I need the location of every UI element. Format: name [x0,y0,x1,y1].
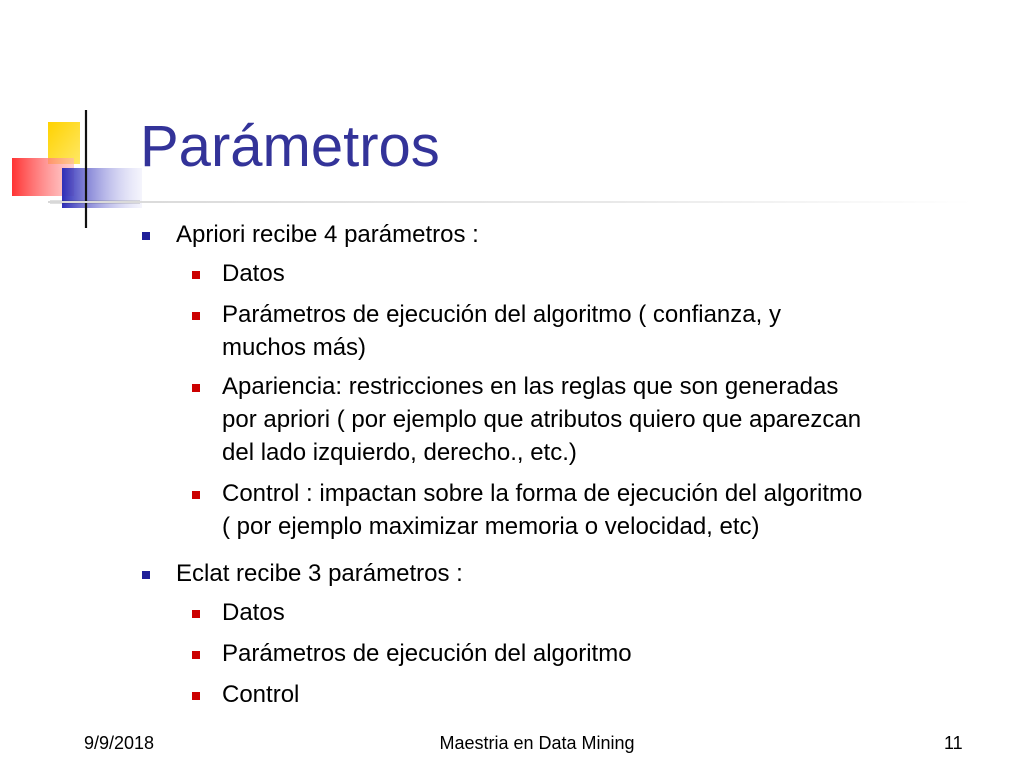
list-item-line: por apriori ( por ejemplo que atributos quiero que aparezcan [222,406,862,433]
slide-title: Parámetros [140,114,440,179]
list-item-line: Apariencia: restricciones en las reglas que son generadas [222,373,839,400]
bullet-icon [142,571,150,579]
list-item [222,477,862,543]
bullet-icon [192,312,200,320]
bullet-icon [192,491,200,499]
slide-number: 11 [944,733,963,753]
list-item-line: Control : impactan sobre la forma de ejecución del algoritmo [222,480,863,507]
footer-title: Maestria en Data Mining [439,733,635,753]
list-item-line: Apriori recibe 4 parámetros : [176,221,479,248]
list-item-line: Eclat recibe 3 parámetros : [176,560,463,587]
list-item [222,596,285,629]
footer-date: 9/9/2018 [84,733,155,753]
list-item [222,298,781,364]
list-item-line: Control [222,681,300,708]
bullet-icon [192,692,200,700]
bullet-icon [192,384,200,392]
list-item-line: ( por ejemplo maximizar memoria o velocidad, etc) [222,513,760,540]
list-item-line: Datos [222,260,285,287]
list-item [222,257,285,290]
list-item [176,557,463,590]
list-item-line: Parámetros de ejecución del algoritmo [222,640,632,667]
bullet-icon [192,651,200,659]
list-item-line: Datos [222,599,285,626]
list-item [222,678,299,711]
bullet-icon [142,232,150,240]
list-item-line: Parámetros de ejecución del algoritmo ( confianza, y [222,301,781,328]
bullet-icon [192,271,200,279]
bullet-icon [192,610,200,618]
list-item [176,218,479,251]
list-item [222,637,632,670]
list-item-line: del lado izquierdo, derecho., etc.) [222,439,577,466]
list-item-line: muchos más) [222,334,367,361]
list-item [222,370,861,469]
